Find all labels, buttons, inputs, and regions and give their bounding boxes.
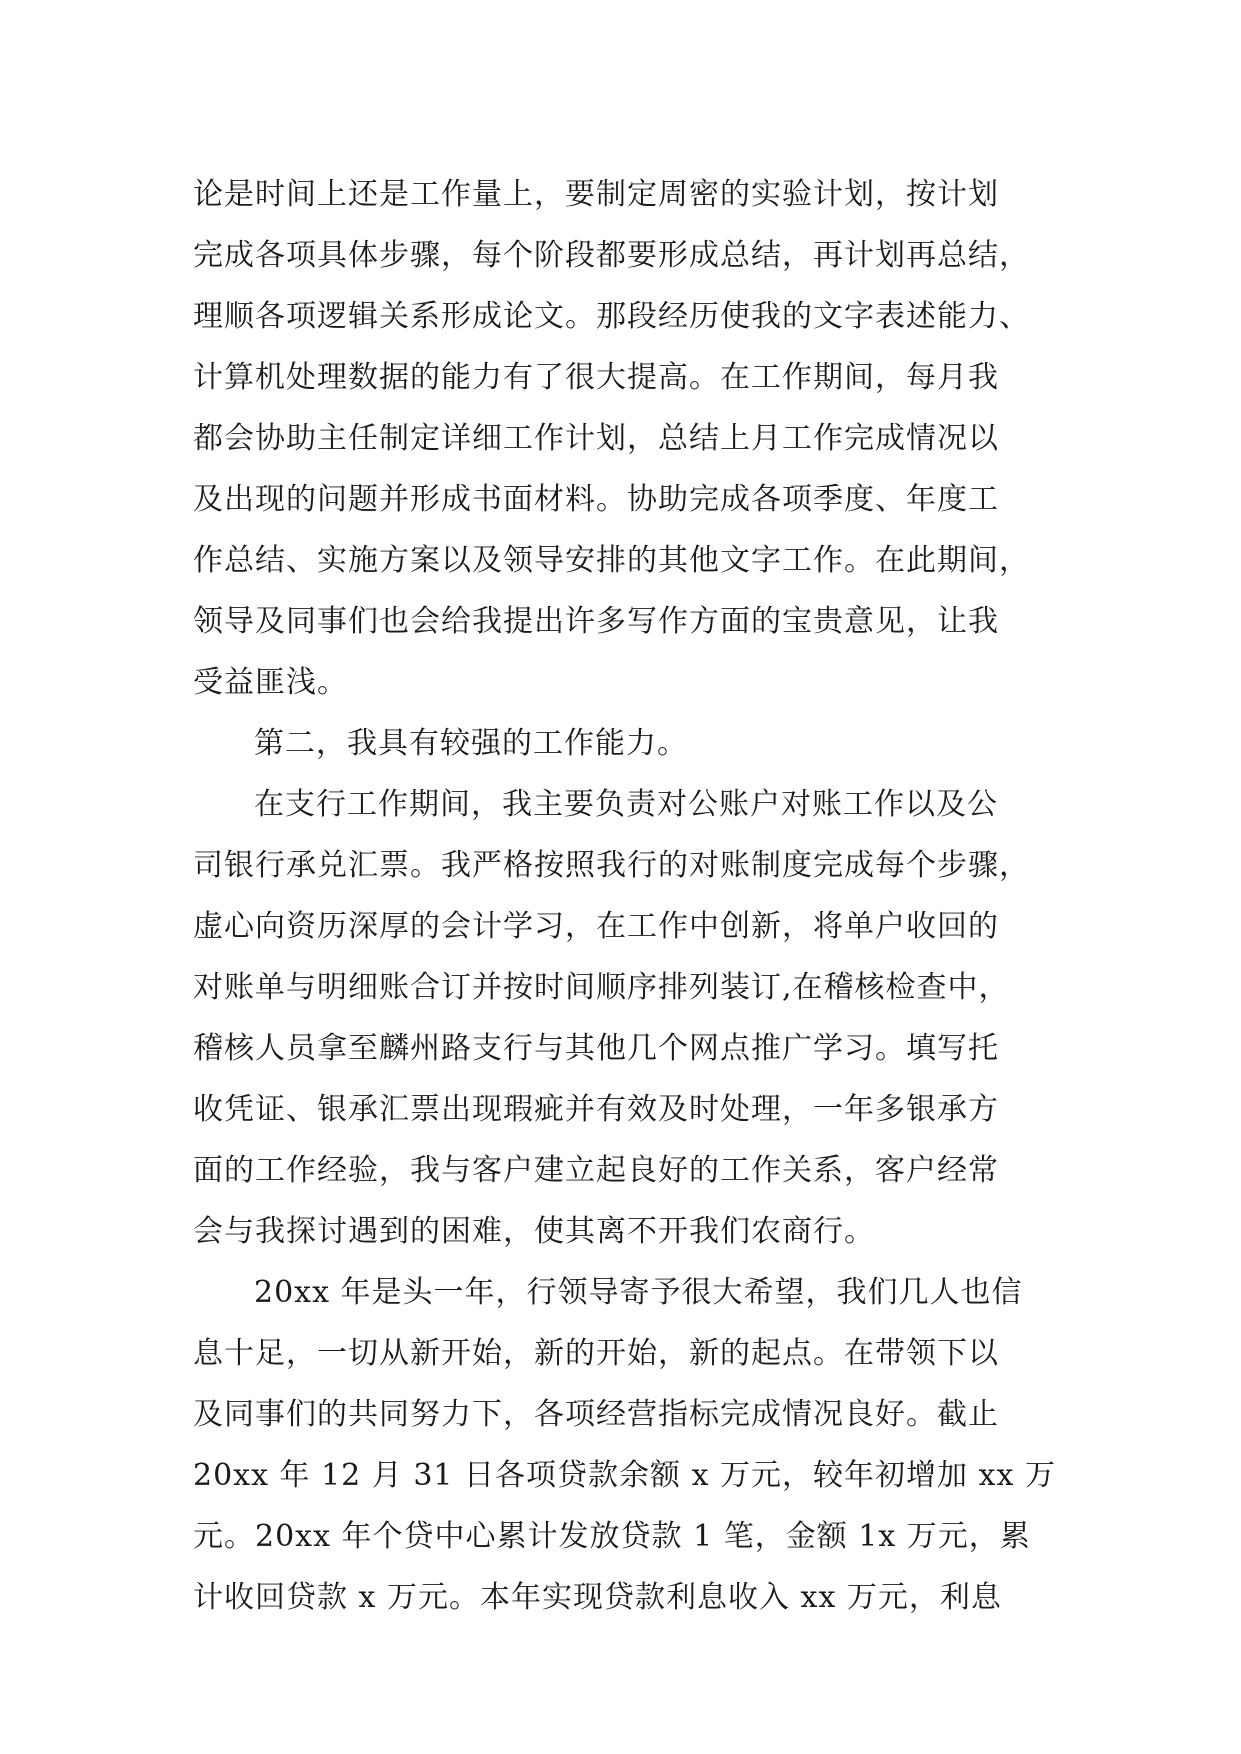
text-line: 计收回贷款 x 万元。本年实现贷款利息收入 xx 万元，利息 bbox=[193, 1580, 1002, 1615]
text-line: 稽核人员拿至麟州路支行与其他几个网点推广学习。填写托 bbox=[193, 1031, 999, 1066]
text-line: 都会协助主任制定详细工作计划，总结上月工作完成情况以 bbox=[193, 421, 999, 456]
text-line: 司银行承兑汇票。我严格按照我行的对账制度完成每个步骤， bbox=[193, 848, 1030, 883]
text-line: 面的工作经验，我与客户建立起良好的工作关系，客户经常 bbox=[193, 1153, 999, 1188]
text-line: 20xx 年 12 月 31 日各项贷款余额 x 万元，较年初增加 xx 万 bbox=[193, 1458, 1056, 1493]
text-line: 会与我探讨遇到的困难，使其离不开我们农商行。 bbox=[193, 1214, 875, 1249]
paragraph-first-line: 在支行工作期间，我主要负责对公账户对账工作以及公 bbox=[254, 787, 998, 822]
text-line: 理顺各项逻辑关系形成论文。那段经历使我的文字表述能力、 bbox=[193, 299, 1030, 334]
text-line: 完成各项具体步骤，每个阶段都要形成总结，再计划再总结， bbox=[193, 238, 1030, 273]
text-line: 息十足，一切从新开始，新的开始，新的起点。在带领下以 bbox=[193, 1336, 999, 1371]
document-body bbox=[193, 164, 1073, 1628]
paragraph-first-line: 20xx 年是头一年，行领导寄予很大希望，我们几人也信 bbox=[254, 1275, 1023, 1310]
text-line: 作总结、实施方案以及领导安排的其他文字工作。在此期间， bbox=[193, 543, 1030, 578]
text-line: 收凭证、银承汇票出现瑕疵并有效及时处理，一年多银承方 bbox=[193, 1092, 999, 1127]
text-line: 及出现的问题并形成书面材料。协助完成各项季度、年度工 bbox=[193, 482, 999, 517]
text-line: 论是时间上还是工作量上，要制定周密的实验计划，按计划 bbox=[193, 177, 999, 212]
text-line: 领导及同事们也会给我提出许多写作方面的宝贵意见，让我 bbox=[193, 604, 999, 639]
text-line: 对账单与明细账合订并按时间顺序排列装订,在稽核检查中， bbox=[193, 970, 1010, 1005]
text-line: 虚心向资历深厚的会计学习，在工作中创新，将单户收回的 bbox=[193, 909, 999, 944]
text-line: 及同事们的共同努力下，各项经营指标完成情况良好。截止 bbox=[193, 1397, 999, 1432]
text-line: 受益匪浅。 bbox=[193, 665, 348, 700]
text-line: 计算机处理数据的能力有了很大提高。在工作期间，每月我 bbox=[193, 360, 999, 395]
text-line: 元。20xx 年个贷中心累计发放贷款 1 笔，金额 1x 万元，累 bbox=[193, 1519, 1031, 1554]
section-heading: 第二，我具有较强的工作能力。 bbox=[254, 726, 688, 761]
